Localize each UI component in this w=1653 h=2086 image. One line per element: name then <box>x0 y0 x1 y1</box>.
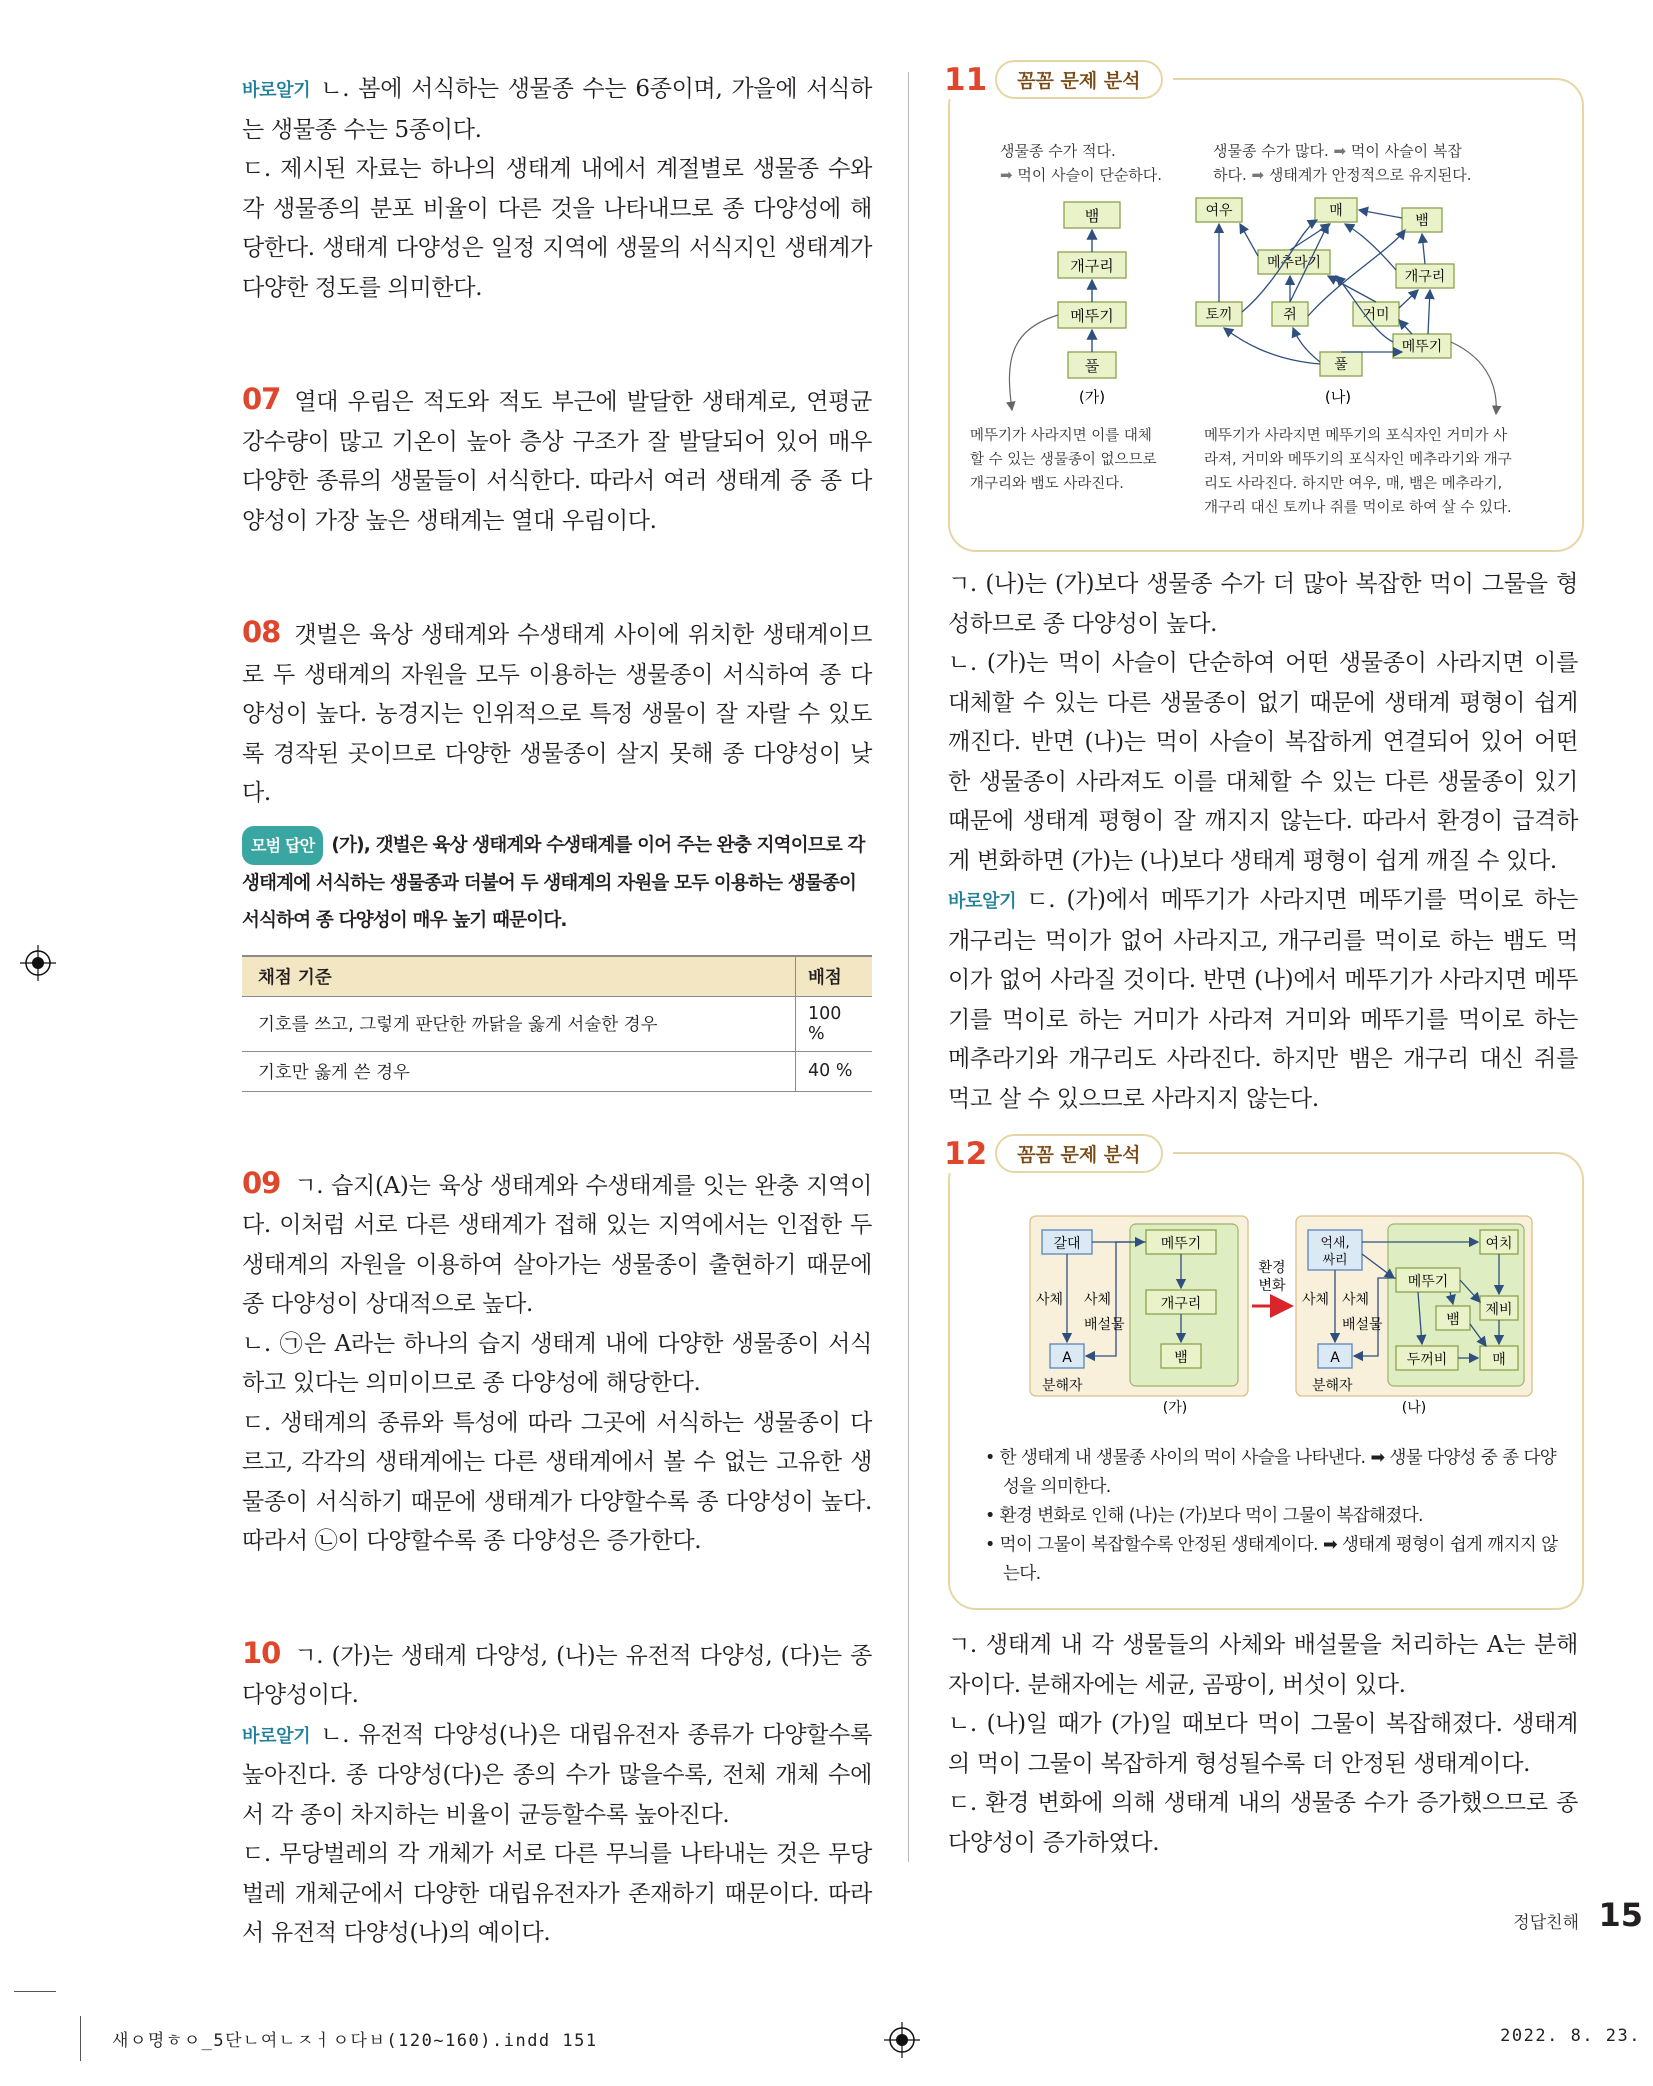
desc-a-line: 메뚜기가 사라지면 이를 대체 <box>970 428 1152 444</box>
question-number: 12 <box>944 1135 988 1172</box>
node-snake: 뱀 <box>1084 207 1100 225</box>
right-text-11 <box>948 565 1578 1119</box>
svg-text:➡ 먹이 사슬이 단순하다.: ➡ 먹이 사슬이 단순하다. <box>1000 166 1163 184</box>
node-frog: 개구리 <box>1404 269 1446 285</box>
paragraph: ㄴ. ㉠은 A라는 하나의 습지 생태계 내에 다양한 생물종이 서식하고 있다는 의미이므로 종 다양성에 해당한다. <box>242 1330 872 1396</box>
label-excreta: 배설물 <box>1342 1317 1383 1333</box>
label-carcass: 사체 <box>1342 1292 1370 1308</box>
node-bushclover: 싸리 <box>1322 1253 1348 1268</box>
crop-mark <box>80 2016 81 2061</box>
node-rabbit: 토끼 <box>1205 307 1233 323</box>
desc-a-line: 할 수 있는 생물종이 없으므로 <box>970 452 1157 468</box>
answer-09: 09 ㄱ. 습지(A)는 육상 생태계와 수생태계를 잇는 완충 지역이다. 이처럼 서로 다른 생태계가 접해 있는 지역에서는 인접한 두 생태계의 자원을 이용하여 살아가는 생물종이 출현하기 때문에 종 다양성이 상대적으로 높다. <box>242 1165 872 1317</box>
column-divider <box>908 72 909 1862</box>
node-mouse: 쥐 <box>1283 307 1297 323</box>
node-hawk: 매 <box>1329 203 1343 219</box>
box-header <box>944 60 1173 99</box>
answer-10: 10 ㄱ. (가)는 생태계 다양성, (나)는 유전적 다양성, (다)는 종 다양성이다. <box>242 1635 872 1708</box>
node-grass: 풀 <box>1334 357 1348 373</box>
table-header: 채점 기준 <box>242 956 796 997</box>
model-answer: 모범 답안 (가), 갯벌은 육상 생태계와 수생태계를 이어 주는 완충 지역이므로 각 생태계에 서식하는 생물종과 더불어 두 생태계의 자원을 모두 이용하는 생물종이 서식하여 종 다양성이 매우 높기 때문이다. <box>242 826 872 939</box>
page-number: 15 <box>1598 1896 1643 1934</box>
table-header: 배점 <box>796 956 873 997</box>
table-row: 기호만 옳게 쓴 경우 40 % <box>242 1051 872 1091</box>
node-snake: 뱀 <box>1174 1350 1188 1366</box>
desc-b-line: 리도 사라진다. 하지만 여우, 매, 뱀은 메추라기, <box>1204 476 1503 492</box>
node-hawk: 매 <box>1492 1352 1506 1368</box>
desc-b-line: 개구리 대신 토끼나 쥐를 먹이로 하여 살 수 있다. <box>1204 500 1512 516</box>
note-b-line2: 먹이 사슬이 복잡 <box>1350 142 1462 160</box>
bullet-item: • 한 생태계 내 생물종 사이의 먹이 사슬을 나타낸다. ➡ 생물 다양성 중 종 다양성을 의미한다. <box>985 1448 1557 1497</box>
file-slug: 새ㅇ명ㅎㅇ_5단ㄴ여ㄴㅈㅓㅇ다ㅂ(120~160).indd 151 <box>112 2031 598 2051</box>
scoring-table <box>242 955 872 1092</box>
node-reed: 갈대 <box>1053 1236 1081 1252</box>
analysis-box-12 <box>944 1135 1584 1610</box>
paragraph: ㄷ. 생태계의 종류와 특성에 따라 그곳에 서식하는 생물종이 다르고, 각각의 생태계에는 다른 생태계에서 볼 수 없는 고유한 생물종이 서식하기 때문에 생태계가 다양할수록 종 다양성이 높다. 따라서 ㉡이 다양할수록 종 다양성은 증가한다. <box>242 1409 872 1554</box>
node-grasshopper: 메뚜기 <box>1401 339 1443 355</box>
change-label: 변화 <box>1258 1278 1286 1294</box>
model-answer-badge: 모범 답안 <box>242 826 323 865</box>
paragraph: ㄴ. (나)일 때가 (가)일 때보다 먹이 그물이 복잡해졌다. 생태계의 먹이 그물이 복잡하게 형성될수록 더 안정된 생태계이다. <box>948 1711 1578 1777</box>
food-chain-a <box>1009 202 1126 410</box>
svg-text:하다. ➡ 생태계가 안정적으로 유지된다.: 하다. ➡ 생태계가 안정적으로 유지된다. <box>1213 166 1472 184</box>
label-a: (가) <box>1162 1400 1188 1416</box>
node-decomposer: A <box>1330 1350 1340 1366</box>
paragraph: ㄷ. 무당벌레의 각 개체가 서로 다른 무늬를 나타내는 것은 무당벌레 개체군에서 다양한 대립유전자가 존재하기 때문이다. 따라서 유전적 다양성(나)의 예이다. <box>242 1841 872 1946</box>
bullet-item: • 먹이 그물이 복잡할수록 안정된 생태계이다. ➡ 생태계 평형이 쉽게 깨지지 않는다. <box>985 1535 1558 1584</box>
paragraph: 바로알기 ㄴ. 봄에 서식하는 생물종 수는 6종이며, 가을에 서식하는 생물종 수는 5종이다. <box>242 76 872 143</box>
label-decomposer: 분해자 <box>1042 1378 1083 1394</box>
label-carcass: 사체 <box>1084 1292 1112 1308</box>
ecosystem-change-diagram <box>950 1154 1582 1444</box>
node-snake: 뱀 <box>1415 213 1429 229</box>
node-katydid: 여치 <box>1485 1236 1513 1252</box>
node-grass: 풀 <box>1084 357 1100 375</box>
desc-a-line: 개구리와 뱀도 사라진다. <box>970 476 1124 492</box>
analysis-title: 꼼꼼 문제 분석 <box>995 1134 1162 1173</box>
node-toad: 두꺼비 <box>1406 1352 1448 1368</box>
label-carcass: 사체 <box>1036 1292 1064 1308</box>
desc-b-line: 라져, 거미와 메뚜기의 포식자인 메추라기와 개구 <box>1204 452 1512 468</box>
analysis-box-11 <box>944 61 1584 552</box>
question-number: 07 <box>242 382 281 416</box>
node-fox: 여우 <box>1205 203 1233 219</box>
answer-07: 07 열대 우림은 적도와 적도 부근에 발달한 생태계로, 연평균 강수량이 많고 기온이 높아 층상 구조가 잘 발달되어 있어 매우 다양한 종류의 생물들이 서식한다. 따라서 여러 생태계 중 종 다양성이 가장 높은 생태계는 열대 우림이다. <box>242 382 872 534</box>
paragraph: ㄷ. 환경 변화에 의해 생태계 내의 생물종 수가 증가했으므로 종 다양성이 증가하였다. <box>948 1790 1578 1856</box>
node-decomposer: A <box>1062 1350 1072 1366</box>
node-frog: 개구리 <box>1160 1296 1202 1312</box>
label-b: (나) <box>1324 388 1352 406</box>
right-text-12 <box>948 1626 1578 1863</box>
food-web-b <box>1196 198 1496 414</box>
note-b-line3: 하다. <box>1213 166 1247 184</box>
footer-label: 정답친해 <box>1513 1913 1579 1933</box>
node-silvergrass: 억새, <box>1320 1236 1350 1251</box>
registration-mark-icon <box>20 945 56 981</box>
note-b-line4: 생태계가 안정적으로 유지된다. <box>1268 166 1472 184</box>
food-web-diagram <box>950 80 1582 550</box>
note-a-line2: 먹이 사슬이 단순하다. <box>1017 166 1163 184</box>
label-b: (나) <box>1401 1400 1427 1416</box>
question-number: 08 <box>242 615 281 649</box>
paragraph: 바로알기 ㄴ. 유전적 다양성(나)은 대립유전자 종류가 다양할수록 높아진다. 종 다양성(다)은 종의 수가 많을수록, 전체 개체 수에서 각 종이 차지하는 비율이 균등할수록 높아진다. <box>242 1721 872 1828</box>
paragraph: ㄱ. (나)는 (가)보다 생물종 수가 더 많아 복잡한 먹이 그물을 형성하므로 종 다양성이 높다. <box>948 571 1578 637</box>
paragraph: 바로알기 ㄷ. (가)에서 메뚜기가 사라지면 메뚜기를 먹이로 하는 개구리는 먹이가 없어 사라지고, 개구리를 먹이로 하는 뱀도 먹이가 없어 사라질 것이다. 반면 (나)에서 메뚜기가 사라지면 메뚜기를 먹이로 하는 거미가 사라져 거미와 메뚜기를 먹이로 하는 메추라기와 개구리도 사라진다. 하지만 뱀은 개구리 대신 쥐를 먹고 살 수 있으므로 사라지지 않는다. <box>948 887 1578 1112</box>
label-decomposer: 분해자 <box>1312 1378 1353 1394</box>
note-b-line1: 생물종 수가 많다. <box>1213 142 1329 160</box>
table-row: 기호를 쓰고, 그렇게 판단한 까닭을 옳게 서술한 경우 100 % <box>242 996 872 1051</box>
node-swallow: 제비 <box>1485 1302 1513 1318</box>
node-snake: 뱀 <box>1446 1312 1460 1328</box>
node-grasshopper: 메뚜기 <box>1160 1236 1202 1252</box>
print-date: 2022. 8. 23. <box>1500 2026 1641 2046</box>
desc-b-line: 메뚜기가 사라지면 메뚜기의 포식자인 거미가 사 <box>1204 428 1508 444</box>
answer-08: 08 갯벌은 육상 생태계와 수생태계 사이에 위치한 생태계이므로 두 생태계의 자원을 모두 이용하는 생물종이 서식하여 종 다양성이 높다. 농경지는 인위적으로 특정 생물이 잘 자랄 수 있도록 경작된 곳이므로 다양한 생물종이 살지 못해 종 다양성이 낮다. <box>242 615 872 806</box>
bullet-item: • 환경 변화로 인해 (나)는 (가)보다 먹이 그물이 복잡해졌다. <box>985 1506 1424 1526</box>
correction-tag: 바로알기 <box>242 1725 311 1747</box>
node-grasshopper: 메뚜기 <box>1070 307 1114 325</box>
node-spider: 거미 <box>1362 307 1390 323</box>
crop-mark <box>14 1991 56 1992</box>
label-a: (가) <box>1078 388 1106 406</box>
paragraph: ㄷ. 제시된 자료는 하나의 생태계 내에서 계절별로 생물종 수와 각 생물종의 분포 비율이 다른 것을 나타내므로 종 다양성에 해당한다. 생태계 다양성은 일정 지역에 생물의 서식지인 생태계가 다양한 정도를 의미한다. <box>242 156 872 301</box>
question-number: 09 <box>242 1165 281 1200</box>
note-a-line1: 생물종 수가 적다. <box>1000 142 1116 160</box>
label-carcass: 사체 <box>1302 1292 1330 1308</box>
paragraph: ㄴ. (가)는 먹이 사슬이 단순하여 어떤 생물종이 사라지면 이를 대체할 수 있는 다른 생물종이 없기 때문에 생태계 평형이 쉽게 깨진다. 반면 (나)는 먹이 사슬이 복잡하게 연결되어 있어 어떤 한 생물종이 사라져도 이를 대체할 수 있는 다른 생물종이 있기 때문에 생태계 평형이 잘 깨지지 않는다. 따라서 환경이 급격하게 변화하면 (가)는 (나)보다 생태계 평형이 쉽게 깨질 수 있다. <box>948 650 1578 874</box>
correction-tag: 바로알기 <box>948 891 1017 912</box>
ecosystem-b <box>1296 1216 1532 1416</box>
registration-mark-icon <box>884 2022 920 2058</box>
correction-tag: 바로알기 <box>242 80 311 101</box>
paragraph: ㄱ. 생태계 내 각 생물들의 사체와 배설물을 처리하는 A는 분해자이다. 분해자에는 세균, 곰팡이, 버섯이 있다. <box>948 1632 1578 1698</box>
left-column <box>242 70 872 1954</box>
node-quail: 메추라기 <box>1266 255 1322 271</box>
analysis-bullets <box>985 1444 1565 1589</box>
node-frog: 개구리 <box>1070 257 1114 275</box>
question-number: 10 <box>242 1635 281 1670</box>
node-grasshopper: 메뚜기 <box>1407 1274 1449 1290</box>
svg-text:생물종 수가 많다. ➡ 먹이 사슬이 복잡: 생물종 수가 많다. ➡ 먹이 사슬이 복잡 <box>1213 142 1462 160</box>
box-header <box>944 1134 1173 1173</box>
change-label: 환경 <box>1258 1260 1286 1276</box>
label-excreta: 배설물 <box>1084 1317 1125 1333</box>
analysis-title: 꼼꼼 문제 분석 <box>995 60 1162 99</box>
ecosystem-a <box>1030 1216 1248 1416</box>
question-number: 11 <box>944 61 988 98</box>
